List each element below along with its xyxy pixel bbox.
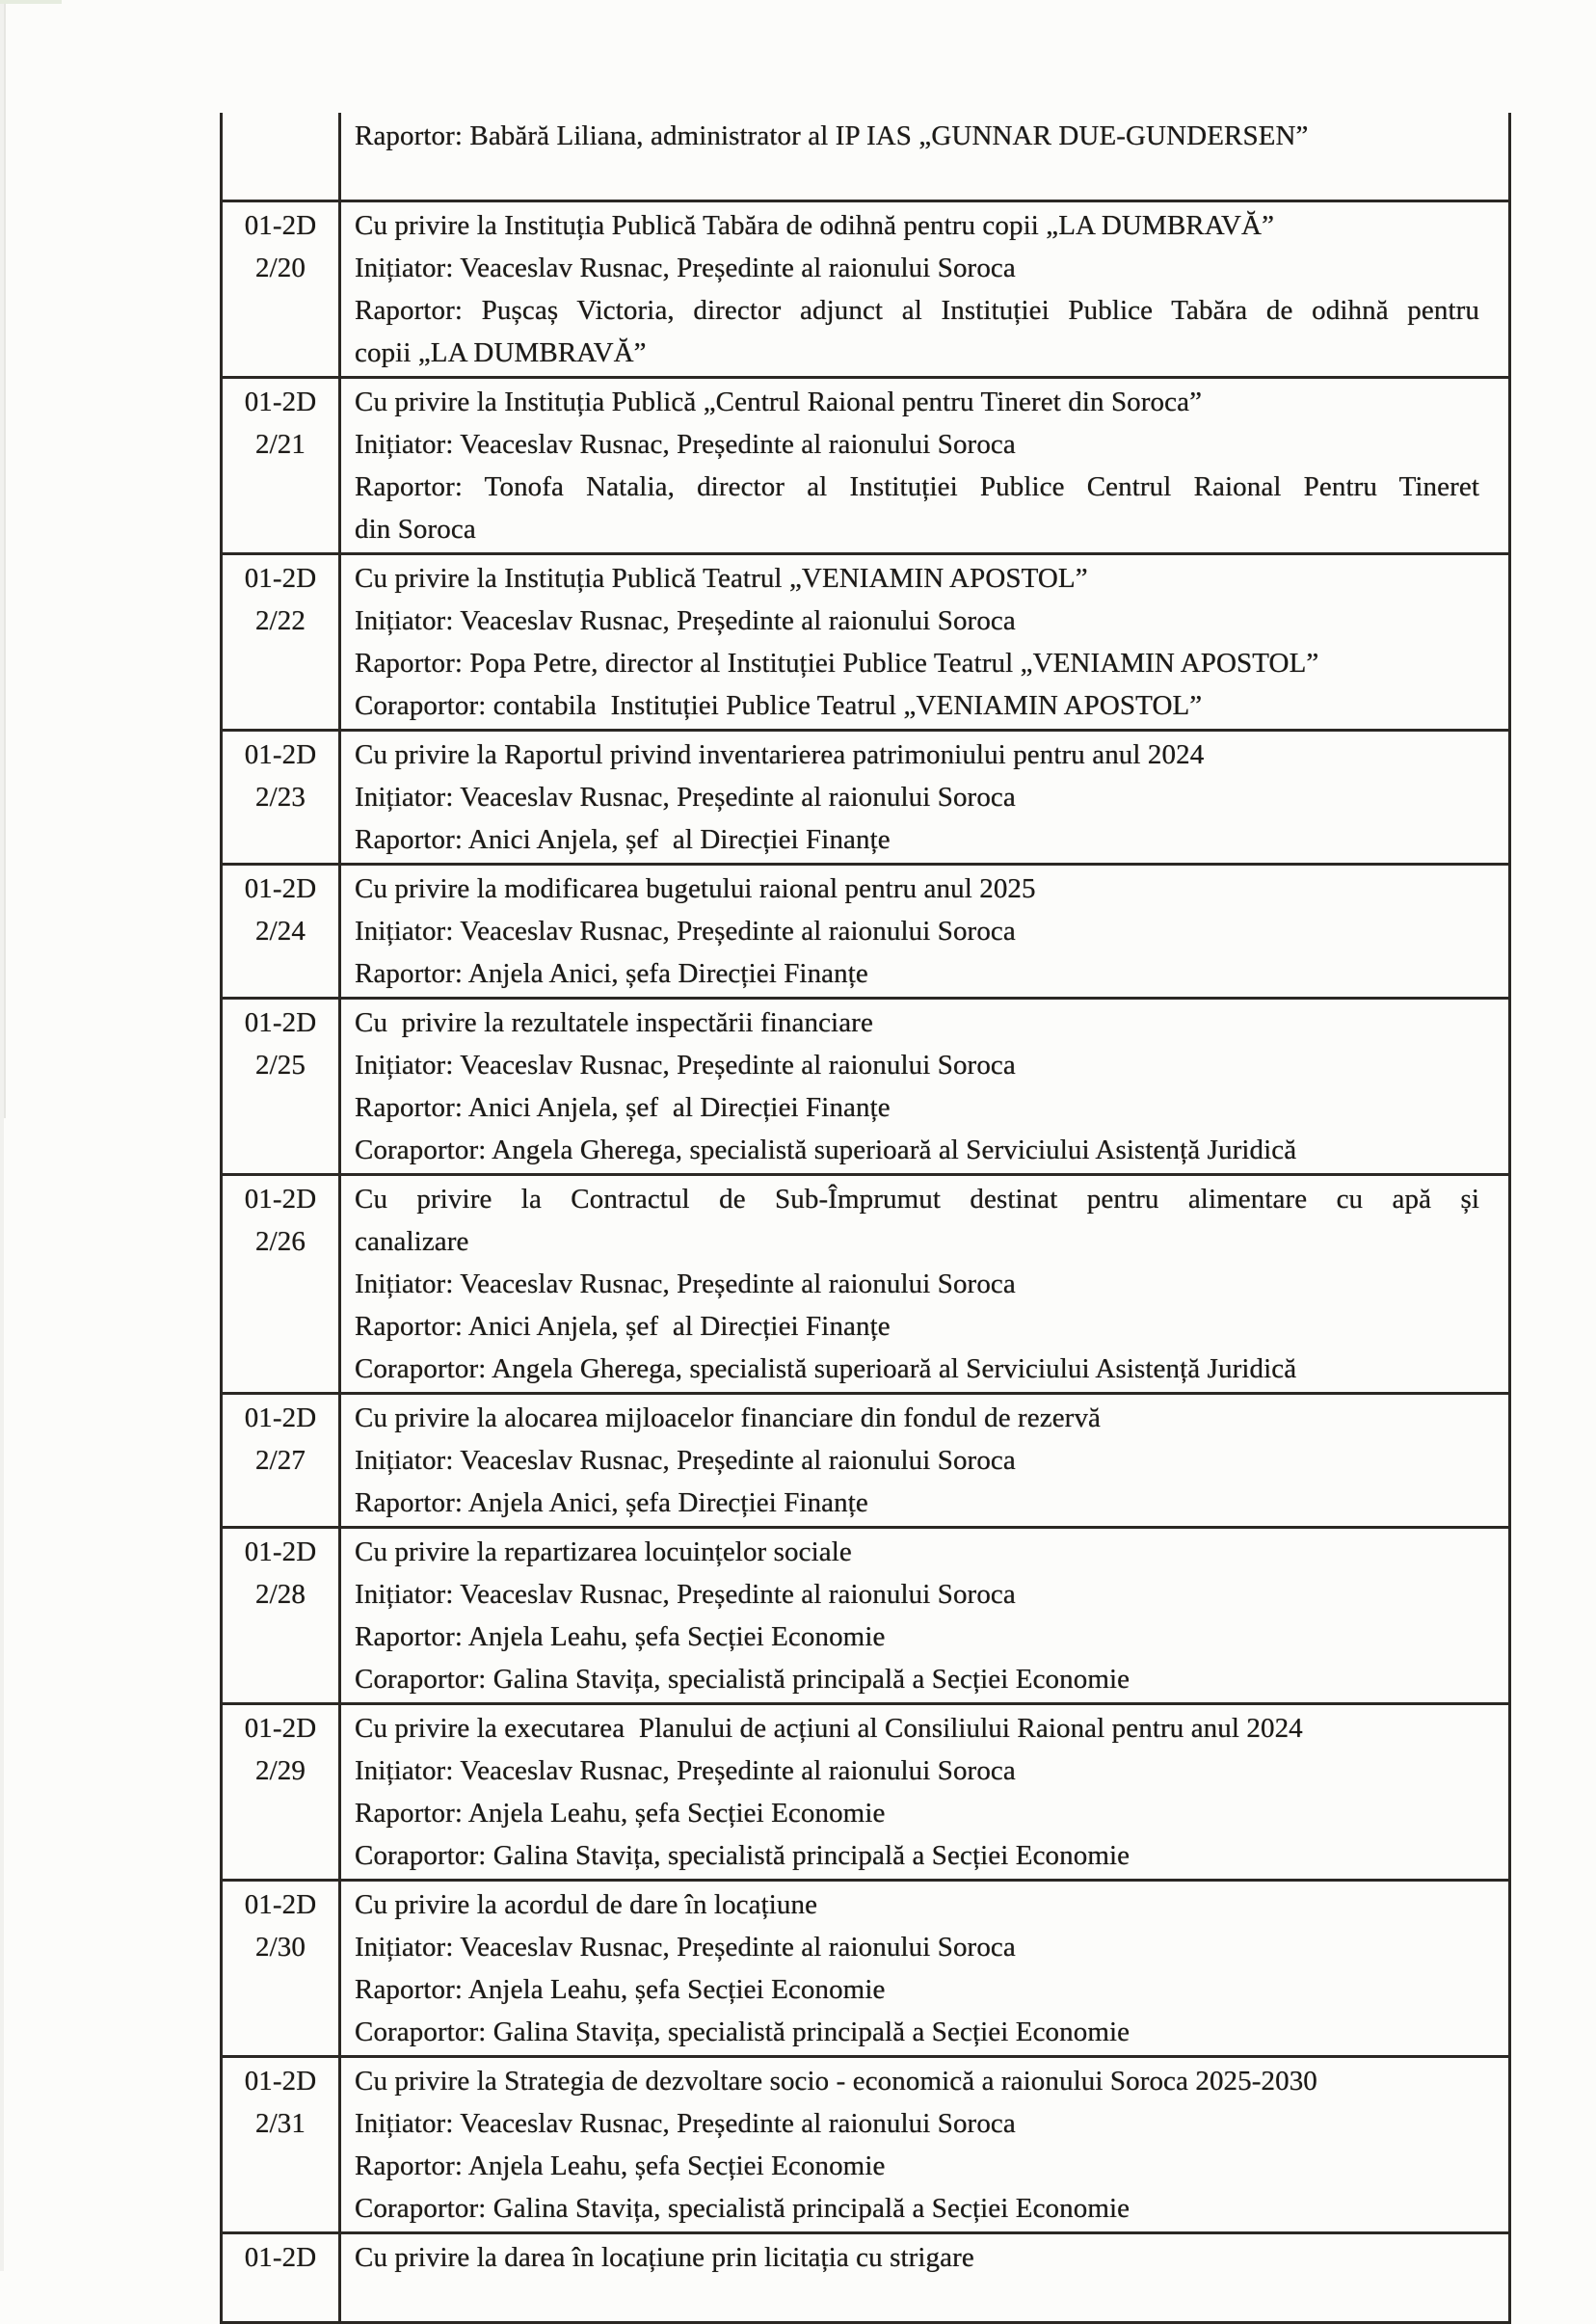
- row-code-index: 2/20: [255, 253, 306, 283]
- table-row: [223, 1705, 1508, 1882]
- row-code-cell: [223, 2234, 341, 2321]
- row-code-cell: [223, 1882, 341, 2055]
- table-row: [223, 1882, 1508, 2058]
- row-code-cell: [223, 732, 341, 863]
- content-line: Raportor: Anici Anjela, șef al Direcției Finanțe: [355, 1092, 891, 1123]
- row-content-cell: [341, 1529, 1508, 1702]
- row-code-number: [223, 115, 338, 157]
- table-row: [223, 202, 1508, 379]
- row-content-cell: [341, 202, 1508, 376]
- row-code-number: 01-2D: [244, 1536, 317, 1567]
- content-line: Coraportor: Galina Stavița, specialistă principală a Secției Economie: [355, 2193, 1130, 2224]
- agenda-table: [220, 113, 1511, 2324]
- row-code-number: 01-2D: [244, 1889, 317, 1920]
- table-row: [223, 1176, 1508, 1395]
- content-line: Raportor: Babără Liliana, administrator al IP IAS „GUNNAR DUE-GUNDERSEN”: [355, 120, 1309, 151]
- row-code-cell: [223, 202, 341, 376]
- content-line: Coraportor: Galina Stavița, specialistă principală a Secției Economie: [355, 1664, 1130, 1695]
- row-code-index: 2/28: [255, 1579, 306, 1610]
- content-line: Cu privire la alocarea mijloacelor financiare din fondul de rezervă: [355, 1402, 1102, 1433]
- content-line: copii „LA DUMBRAVĂ”: [355, 337, 647, 368]
- row-content-cell: [341, 732, 1508, 863]
- row-code-number: 01-2D: [244, 1713, 317, 1744]
- content-line: Raportor: Anjela Leahu, șefa Secției Economie: [355, 1974, 886, 2005]
- content-line: Cu privire la executarea Planului de acțiuni al Consiliului Raional pentru anul 2024: [355, 1713, 1303, 1744]
- content-line: Raportor: Tonofa Natalia, director al Instituției Publice Centrul Raional Pentru Tineret: [355, 471, 1479, 502]
- content-line: Inițiator: Veaceslav Rusnac, Președinte al raionului Soroca: [355, 253, 1016, 283]
- row-code-number: 01-2D: [244, 387, 317, 417]
- row-code-cell: [223, 1529, 341, 1702]
- table-row: [223, 732, 1508, 866]
- row-content-cell: [341, 1882, 1508, 2055]
- content-line: Cu privire la rezultatele inspectării financiare: [355, 1007, 873, 1038]
- content-line: Coraportor: contabila Instituției Publice Teatrul „VENIAMIN APOSTOL”: [355, 690, 1203, 721]
- row-code-cell: [223, 555, 341, 729]
- row-code-cell: [223, 113, 341, 200]
- content-line: Raportor: Anjela Leahu, șefa Secției Economie: [355, 2150, 886, 2181]
- row-content-cell: [341, 555, 1508, 729]
- content-line: Cu privire la darea în locațiune prin licitația cu strigare: [355, 2242, 974, 2273]
- content-line: din Soroca: [355, 514, 476, 545]
- row-code-index: 2/25: [255, 1050, 306, 1081]
- content-line: Inițiator: Veaceslav Rusnac, Președinte al raionului Soroca: [355, 2108, 1016, 2139]
- table-row: [223, 2234, 1508, 2324]
- row-code-cell: [223, 2058, 341, 2231]
- row-code-index: 2/26: [255, 1226, 306, 1257]
- row-code-cell: [223, 1395, 341, 1526]
- row-code-number: 01-2D: [244, 210, 317, 241]
- content-line: Raportor: Anjela Anici, șefa Direcției Finanțe: [355, 1487, 868, 1518]
- content-line: Cu privire la repartizarea locuințelor sociale: [355, 1536, 852, 1567]
- content-line: Cu privire la Instituția Publică „Centrul Raional pentru Tineret din Soroca”: [355, 387, 1203, 417]
- table-row: [223, 1000, 1508, 1176]
- row-code-index: 2/29: [255, 1755, 306, 1786]
- content-line: Cu privire la Raportul privind inventarierea patrimoniului pentru anul 2024: [355, 739, 1205, 770]
- content-line: Cu privire la Instituția Publică Teatrul „VENIAMIN APOSTOL”: [355, 563, 1088, 594]
- row-code-cell: [223, 1705, 341, 1879]
- content-line: Raportor: Anjela Leahu, șefa Secției Economie: [355, 1621, 886, 1652]
- row-code-cell: [223, 866, 341, 997]
- content-line: Cu privire la Strategia de dezvoltare socio - economică a raionului Soroca 2025-2030: [355, 2066, 1317, 2097]
- content-line: Cu privire la modificarea bugetului raional pentru anul 2025: [355, 873, 1036, 904]
- row-content-cell: [341, 1395, 1508, 1526]
- content-line: Inițiator: Veaceslav Rusnac, Președinte al raionului Soroca: [355, 916, 1016, 947]
- row-code-number: 01-2D: [244, 1184, 317, 1215]
- table-row: [223, 379, 1508, 555]
- content-line: Raportor: Anici Anjela, șef al Direcției Finanțe: [355, 1311, 891, 1342]
- table-row: [223, 113, 1508, 202]
- content-line: Inițiator: Veaceslav Rusnac, Președinte al raionului Soroca: [355, 1579, 1016, 1610]
- row-content-cell: [341, 113, 1508, 200]
- content-line: canalizare: [355, 1226, 469, 1257]
- content-line: Inițiator: Veaceslav Rusnac, Președinte al raionului Soroca: [355, 782, 1016, 813]
- row-content-cell: [341, 1000, 1508, 1173]
- row-code-number: 01-2D: [244, 873, 317, 904]
- row-code-index: [223, 2279, 338, 2321]
- table-row: [223, 1529, 1508, 1705]
- row-code-cell: [223, 1176, 341, 1392]
- content-line: Coraportor: Angela Gherega, specialistă superioară al Serviciului Asistență Juridică: [355, 1353, 1297, 1384]
- row-code-cell: [223, 1000, 341, 1173]
- table-row: [223, 555, 1508, 732]
- row-content-cell: [341, 379, 1508, 552]
- content-line: Coraportor: Angela Gherega, specialistă superioară al Serviciului Asistență Juridică: [355, 1135, 1297, 1165]
- scan-corner-tint: [0, 0, 62, 4]
- content-line: Inițiator: Veaceslav Rusnac, Președinte al raionului Soroca: [355, 1932, 1016, 1963]
- content-line: Inițiator: Veaceslav Rusnac, Președinte al raionului Soroca: [355, 429, 1016, 460]
- row-code-index: [223, 157, 338, 200]
- content-line: Coraportor: Galina Stavița, specialistă principală a Secției Economie: [355, 1840, 1130, 1871]
- row-content-cell: [341, 1176, 1508, 1392]
- content-line: Inițiator: Veaceslav Rusnac, Președinte al raionului Soroca: [355, 1050, 1016, 1081]
- row-code-number: 01-2D: [244, 1007, 317, 1038]
- content-line: Cu privire la Contractul de Sub-Împrumut destinat pentru alimentare cu apă și: [355, 1184, 1479, 1215]
- row-code-index: 2/30: [255, 1932, 306, 1963]
- table-row: [223, 2058, 1508, 2234]
- content-line: Inițiator: Veaceslav Rusnac, Președinte al raionului Soroca: [355, 605, 1016, 636]
- row-code-index: 2/24: [255, 916, 306, 947]
- row-code-index: 2/23: [255, 782, 306, 813]
- row-code-number: 01-2D: [244, 739, 317, 770]
- row-code-index: 2/27: [255, 1445, 306, 1476]
- row-content-cell: [341, 2058, 1508, 2231]
- content-line: Inițiator: Veaceslav Rusnac, Președinte al raionului Soroca: [355, 1269, 1016, 1299]
- row-content-cell: [341, 1705, 1508, 1879]
- content-line: Raportor: Popa Petre, director al Instituției Publice Teatrul „VENIAMIN APOSTOL”: [355, 648, 1319, 679]
- row-code-index: 2/31: [255, 2108, 306, 2139]
- content-line: Coraportor: Galina Stavița, specialistă principală a Secției Economie: [355, 2017, 1130, 2047]
- content-line: Cu privire la acordul de dare în locațiune: [355, 1889, 818, 1920]
- table-row: [223, 1395, 1508, 1529]
- content-line: Raportor: Anici Anjela, șef al Direcției Finanțe: [355, 824, 891, 855]
- row-code-cell: [223, 379, 341, 552]
- row-code-number: 01-2D: [244, 563, 317, 594]
- content-line: Cu privire la Instituția Publică Tabăra de odihnă pentru copii „LA DUMBRAVĂ”: [355, 210, 1275, 241]
- row-code-number: 01-2D: [244, 2242, 317, 2273]
- content-line: Inițiator: Veaceslav Rusnac, Președinte al raionului Soroca: [355, 1445, 1016, 1476]
- scan-edge-line: [4, 0, 6, 1118]
- table-row: [223, 866, 1508, 1000]
- content-line: Raportor: Pușcaș Victoria, director adjunct al Instituției Publice Tabăra de odihnă pentru: [355, 295, 1479, 326]
- row-content-cell: [341, 2234, 1508, 2321]
- row-code-index: 2/22: [255, 605, 306, 636]
- content-line: Raportor: Anjela Anici, șefa Direcției Finanțe: [355, 958, 868, 989]
- row-content-cell: [341, 866, 1508, 997]
- content-line: Raportor: Anjela Leahu, șefa Secției Economie: [355, 1798, 886, 1829]
- row-code-number: 01-2D: [244, 2066, 317, 2097]
- row-code-number: 01-2D: [244, 1402, 317, 1433]
- row-code-index: 2/21: [255, 429, 306, 460]
- content-line: Inițiator: Veaceslav Rusnac, Președinte al raionului Soroca: [355, 1755, 1016, 1786]
